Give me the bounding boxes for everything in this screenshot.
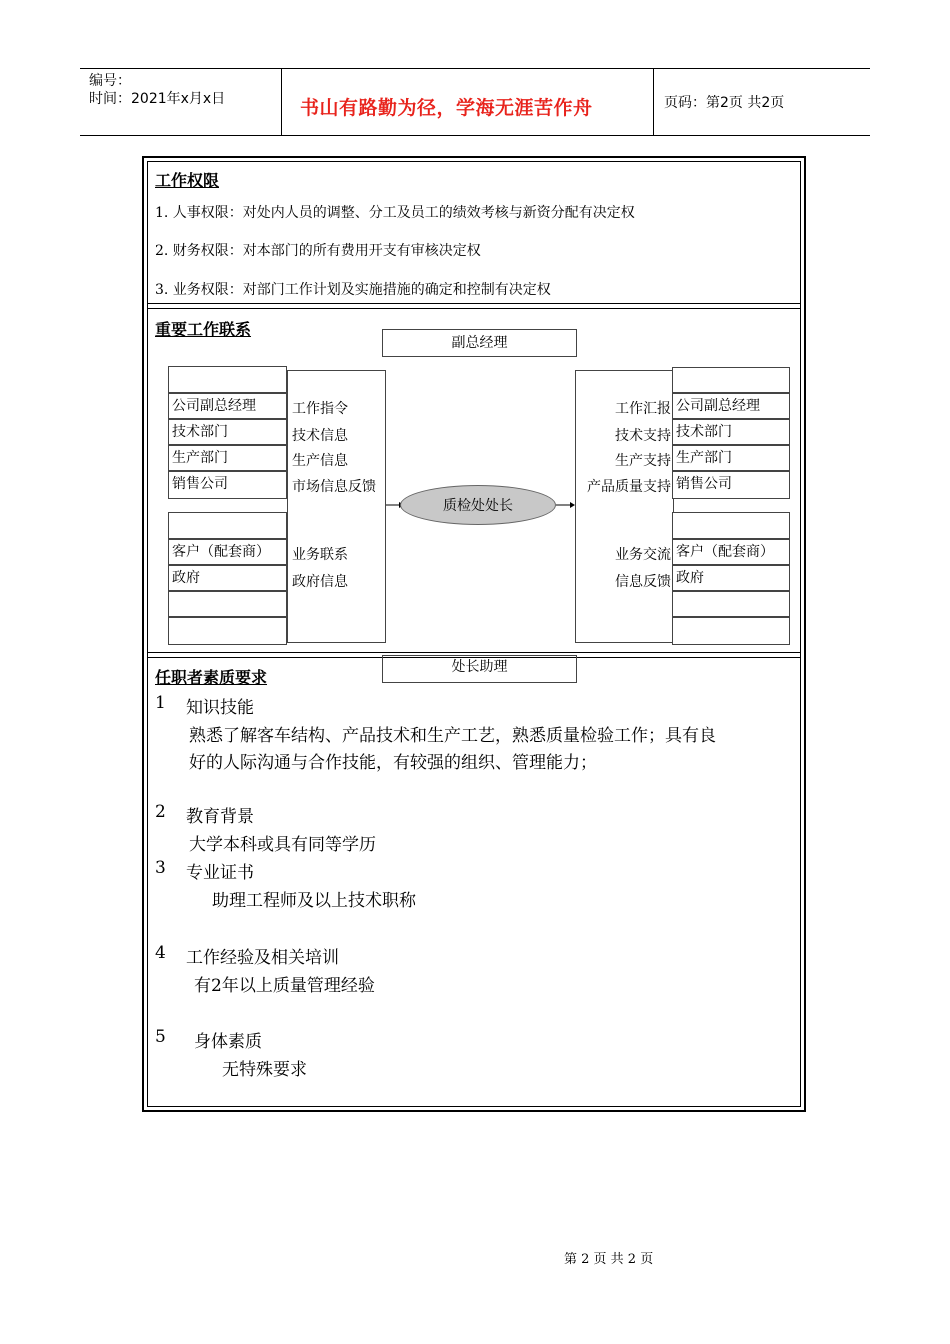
header-bottom-rule [80, 135, 870, 136]
right-relation-label: 业务交流 [615, 547, 671, 563]
qualification-heading: 专业证书 [186, 863, 254, 883]
right-relation-label: 生产支持 [615, 453, 671, 469]
right-contact-cell: 政府 [672, 565, 790, 591]
right-relation-label: 技术支持 [615, 428, 671, 444]
right-empty-cell [672, 617, 790, 645]
qualification-number: 3 [155, 858, 166, 878]
relations-title: 重要工作联系 [155, 320, 252, 339]
left-relation-label: 工作指令 [292, 401, 348, 417]
left-relation-label: 业务联系 [292, 547, 348, 563]
qualification-heading: 身体素质 [194, 1032, 262, 1052]
quality-director-node: 质检处处长 [400, 485, 556, 525]
left-contact-cell: 政府 [168, 565, 287, 591]
right-contact-cell: 生产部门 [672, 445, 790, 471]
deputy-gm-box: 副总经理 [382, 329, 577, 357]
qualification-heading: 教育背景 [186, 807, 254, 827]
section-divider [147, 308, 801, 309]
left-empty-cell [168, 617, 287, 645]
qualification-text: 熟悉了解客车结构、产品技术和生产工艺，熟悉质量检验工作；具有良 [189, 726, 716, 746]
header-time-label: 时间：2021年x月x日 [89, 91, 226, 107]
left-relation-label: 政府信息 [292, 574, 348, 590]
qualification-text: 有2年以上质量管理经验 [194, 976, 375, 996]
qualification-number: 4 [155, 943, 166, 963]
header-divider-left [281, 68, 282, 136]
left-contact-cell: 技术部门 [168, 419, 287, 445]
right-contact-cell: 公司副总经理 [672, 393, 790, 419]
left-empty-cell [168, 366, 287, 393]
page-footer: 第 2 页 共 2 页 [564, 1252, 654, 1267]
left-relation-label: 生产信息 [292, 453, 348, 469]
authority-item-1: 1. 人事权限：对处内人员的调整、分工及员工的绩效考核与新资分配有决定权 [155, 205, 635, 221]
qualification-number: 5 [155, 1027, 166, 1047]
qualification-text: 无特殊要求 [222, 1060, 307, 1080]
qualification-number: 2 [155, 802, 166, 822]
left-empty-cell [168, 512, 287, 539]
right-empty-cell [672, 512, 790, 539]
section-divider [147, 303, 801, 304]
right-relation-label: 工作汇报 [615, 401, 671, 417]
qualification-text: 助理工程师及以上技术职称 [212, 891, 416, 911]
authority-item-3: 3. 业务权限：对部门工作计划及实施措施的确定和控制有决定权 [155, 282, 551, 298]
authority-title: 工作权限 [155, 171, 220, 190]
authority-item-2: 2. 财务权限：对本部门的所有费用开支有审核决定权 [155, 243, 481, 259]
right-relation-label: 信息反馈 [615, 574, 671, 590]
header-number-label: 编号： [89, 73, 131, 89]
section-divider [147, 652, 801, 653]
right-contact-cell: 技术部门 [672, 419, 790, 445]
right-empty-cell [672, 591, 790, 617]
left-contact-cell: 公司副总经理 [168, 393, 287, 419]
right-contact-cell: 客户（配套商） [672, 539, 790, 565]
left-contact-cell: 生产部门 [168, 445, 287, 471]
right-contact-cell: 销售公司 [672, 471, 790, 499]
header-top-rule [80, 68, 870, 69]
right-empty-cell [672, 367, 790, 393]
qualification-text: 好的人际沟通与合作技能，有较强的组织、管理能力； [189, 753, 597, 773]
left-contact-cell: 客户（配套商） [168, 539, 287, 565]
left-relation-label: 技术信息 [292, 428, 348, 444]
right-relation-label: 产品质量支持 [587, 479, 671, 495]
left-empty-cell [168, 591, 287, 617]
header-page-info: 页码：第2页 共2页 [664, 95, 785, 111]
director-assistant-box: 处长助理 [382, 655, 577, 683]
header-motto: 书山有路勤为径，学海无涯苦作舟 [300, 97, 593, 119]
qualification-number: 1 [155, 693, 166, 713]
qualification-text: 大学本科或具有同等学历 [189, 835, 376, 855]
qualifications-title: 任职者素质要求 [155, 668, 268, 687]
header-divider-right [653, 68, 654, 136]
qualification-heading: 工作经验及相关培训 [186, 948, 339, 968]
left-relation-label: 市场信息反馈 [292, 479, 376, 495]
qualification-heading: 知识技能 [186, 698, 254, 718]
left-contact-cell: 销售公司 [168, 471, 287, 499]
